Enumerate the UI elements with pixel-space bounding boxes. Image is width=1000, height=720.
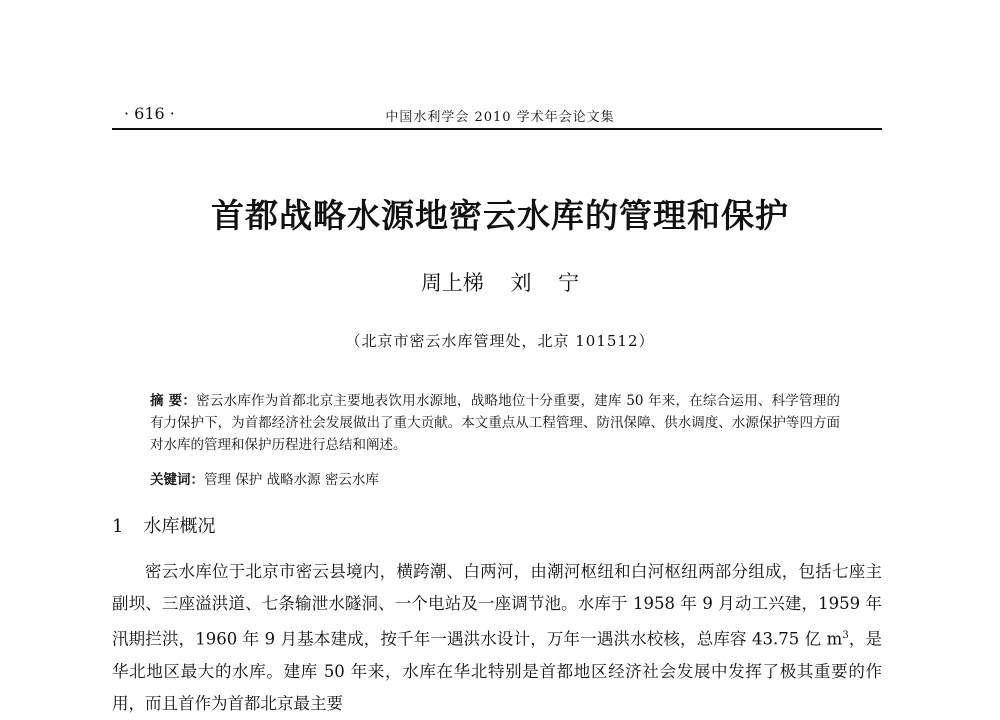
body-text-part1: 密云水库位于北京市密云县境内，横跨潮、白两河，由潮河枢纽和白河枢纽两部分组成，包括七座主副坝、三座溢洪道、七条输泄水隧洞、一个电站及一座调节池。水库于 1958 年 9 月动工兴建，1959 年汛期拦洪，1960 年 9 月基本建成，按千年一遇洪水设计，万年一遇洪水校核，总库容 43.75 亿 m [112,562,882,649]
abstract-text: 密云水库作为首都北京主要地表饮用水源地，战略地位十分重要，建库 50 年来，在综合运用、科学管理的有力保护下，为首都经济社会发展做出了重大贡献。本文重点从工程管理、防汛保障、供水调度、水源保护等四方面对水库的管理和保护历程进行总结和阐述。 [150,393,840,453]
keywords [150,470,840,490]
paper-title: 首都战略水源地密云水库的管理和保护 [211,196,789,235]
running-head: 中国水利学会 2010 学术年会论文集 [385,110,615,125]
header-rule [112,128,882,130]
unit-superscript: 3 [842,630,849,641]
authors: 周上梯 刘 宁 [420,271,580,295]
keywords-text: 管理 保护 战略水源 密云水库 [204,472,379,488]
body-text-part2: ，是华北地区最大的水库。建库 50 年来，水库在华北特别是首都地区经济社会发展中发挥了极其重要的作用，而且首作为首都北京最主要 [112,629,883,713]
section-heading [112,512,215,538]
body-paragraph [112,556,882,720]
page-number: · 616 · [124,104,175,123]
keywords-label: 关键词： [150,472,204,488]
affiliation: （北京市密云水库管理处，北京 101512） [345,332,655,350]
section-number: 1 [112,516,124,537]
section-title: 水库概况 [143,516,216,537]
abstract-label: 摘 要： [150,393,197,409]
abstract [150,390,840,456]
